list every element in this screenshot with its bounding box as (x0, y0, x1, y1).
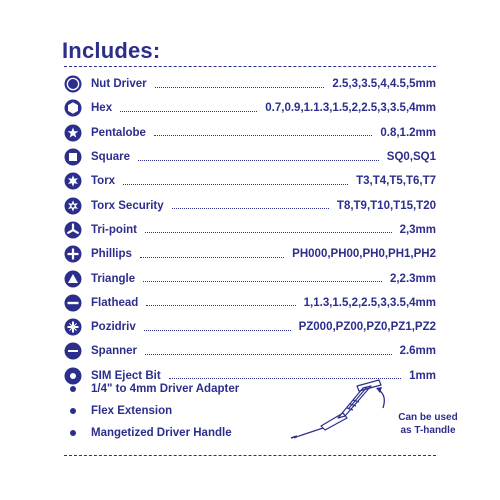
leader-dots (145, 354, 392, 355)
pentalobe-icon (64, 124, 82, 142)
item-value: SQ0,SQ1 (386, 151, 436, 164)
page-title: Includes: (62, 38, 161, 63)
extra-label: Mangetized Driver Handle (91, 427, 232, 439)
item-label: Pentalobe (91, 126, 146, 139)
item-label: Torx Security (91, 199, 164, 212)
extra-label: Flex Extension (91, 405, 173, 417)
list-item (64, 96, 436, 120)
triangle-icon (64, 270, 82, 288)
item-label: Flathead (91, 296, 139, 309)
list-item (64, 218, 436, 242)
item-label: Square (91, 151, 130, 164)
leader-dots (154, 135, 372, 136)
item-value: 2,3mm (399, 223, 436, 236)
bit-list (64, 72, 436, 388)
item-label: Tri-point (91, 223, 137, 236)
leader-dots (140, 257, 284, 258)
leader-dots (143, 281, 382, 282)
note-line: Can be used (398, 412, 458, 423)
torx-security-icon (64, 197, 82, 215)
phillips-icon (64, 245, 82, 263)
leader-dots (120, 111, 257, 112)
list-item (64, 169, 436, 193)
item-label: Pozidriv (91, 321, 136, 334)
list-item (64, 339, 436, 363)
list-item (64, 121, 436, 145)
item-value: 1,1.3,1.5,2,2.5,3,3.5,4mm (303, 296, 436, 309)
pozidriv-icon (64, 318, 82, 336)
extra-label: 1/4" to 4mm Driver Adapter (91, 383, 240, 395)
item-value: T8,T9,T10,T15,T20 (336, 199, 436, 212)
square-icon (64, 148, 82, 166)
item-label: Spanner (91, 345, 138, 358)
list-item (64, 315, 436, 339)
spanner-icon (64, 342, 82, 360)
item-value: 2.6mm (399, 345, 436, 358)
flathead-icon (64, 294, 82, 312)
note-line: as T-handle (400, 425, 456, 436)
item-value: 0.7,0.9,1.1.3,1.5,2,2.5,3,3.5,4mm (265, 102, 436, 115)
list-item (64, 145, 436, 169)
item-label: SIM Eject Bit (91, 369, 161, 382)
item-value: 0.8,1.2mm (380, 126, 436, 139)
top-divider (64, 66, 436, 67)
item-value: 2,2.3mm (389, 272, 436, 285)
bullet-icon (64, 408, 82, 414)
leader-dots (146, 305, 295, 306)
item-value: PZ000,PZ00,PZ0,PZ1,PZ2 (298, 321, 436, 334)
bullet-icon (64, 430, 82, 436)
torx-icon (64, 172, 82, 190)
list-item (64, 193, 436, 217)
t-handle-note (392, 411, 464, 437)
leader-dots (144, 330, 291, 331)
leader-dots (138, 160, 379, 161)
bullet-icon (64, 386, 82, 392)
tri-point-icon (64, 221, 82, 239)
list-item (64, 291, 436, 315)
list-item (64, 266, 436, 290)
item-label: Hex (91, 102, 113, 115)
item-value: T3,T4,T5,T6,T7 (356, 175, 436, 188)
leader-dots (145, 232, 392, 233)
list-item (64, 72, 436, 96)
item-label: Triangle (91, 272, 136, 285)
bottom-divider (64, 455, 436, 456)
item-label: Phillips (91, 248, 132, 261)
item-value: 2.5,3,3.5,4,4.5,5mm (332, 78, 436, 91)
screwdriver-t-handle-illustration (283, 378, 393, 440)
list-item (64, 242, 436, 266)
item-label: Torx (91, 175, 116, 188)
leader-dots (155, 87, 325, 88)
item-value: 1mm (409, 369, 436, 382)
leader-dots (123, 184, 348, 185)
item-value: PH000,PH00,PH0,PH1,PH2 (292, 248, 436, 261)
leader-dots (172, 208, 329, 209)
item-label: Nut Driver (91, 78, 147, 91)
nut-driver-icon (64, 75, 82, 93)
hex-icon (64, 99, 82, 117)
